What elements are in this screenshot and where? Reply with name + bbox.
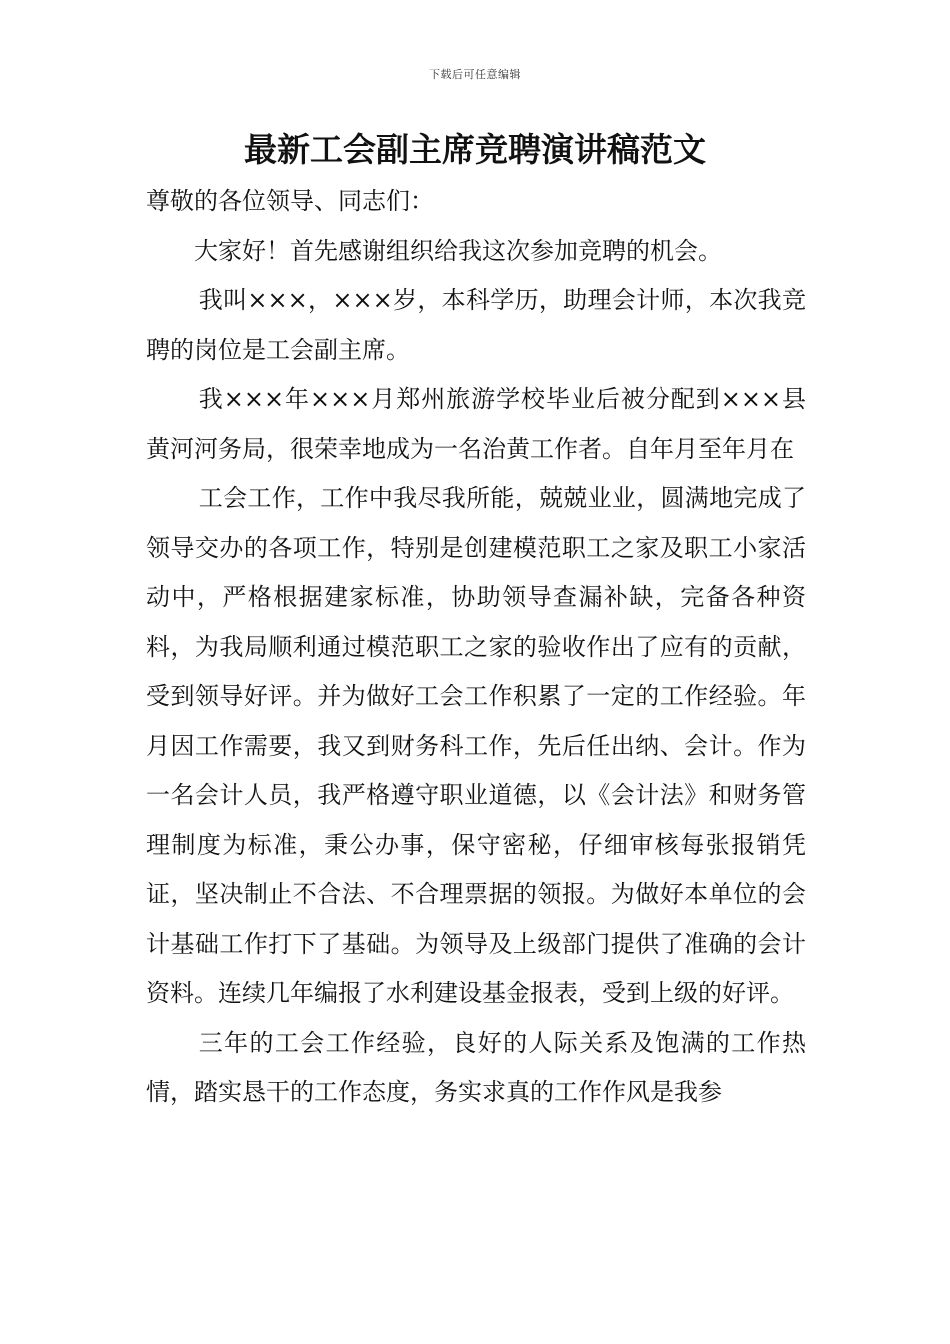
qualification-paragraph: 三年的工会工作经验，良好的人际关系及饱满的工作热情，踏实恳干的工作态度，务实求真的工作作风是我参 — [146, 1028, 806, 1106]
work-experience-paragraph: 工会工作，工作中我尽我所能，兢兢业业，圆满地完成了领导交办的各项工作，特别是创建模范职工之家及职工小家活动中，严格根据建家标准，协助领导查漏补缺，完备各种资料，为我局顺利通过模范职工之家的验收作出了应有的贡献，受到领导好评。并为做好工会工作积累了一定的工作经验。年月因工作需要，我又到财务科工作，先后任出纳、会计。作为一名会计人员，我严格遵守职业道德，以《会计法》和财务管理制度为标准，秉公办事，保守密秘，仔细审核每张报销凭证，坚决制止不合法、不合理票据的领报。为做好本单位的会计基础工作打下了基础。为领导及上级部门提供了准确的会计资料。连续几年编报了水利建设基金报表，受到上级的好评。 — [146, 484, 806, 1007]
salutation-paragraph: 尊敬的各位领导、同志们： — [146, 187, 434, 215]
self-intro-paragraph: 我叫×××，×××岁，本科学历，助理会计师，本次我竞聘的岗位是工会副主席。 — [146, 286, 806, 364]
greeting-paragraph: 大家好！首先感谢组织给我这次参加竞聘的机会。 — [194, 236, 722, 265]
document-body — [146, 177, 806, 1118]
document-title: 最新工会副主席竞聘演讲稿范文 — [244, 130, 706, 169]
header-note: 下载后可任意编辑 — [429, 68, 521, 81]
background-paragraph: 我×××年×××月郑州旅游学校毕业后被分配到×××县黄河河务局，很荣幸地成为一名治黄工作者。自年月至年月在 — [146, 385, 806, 463]
